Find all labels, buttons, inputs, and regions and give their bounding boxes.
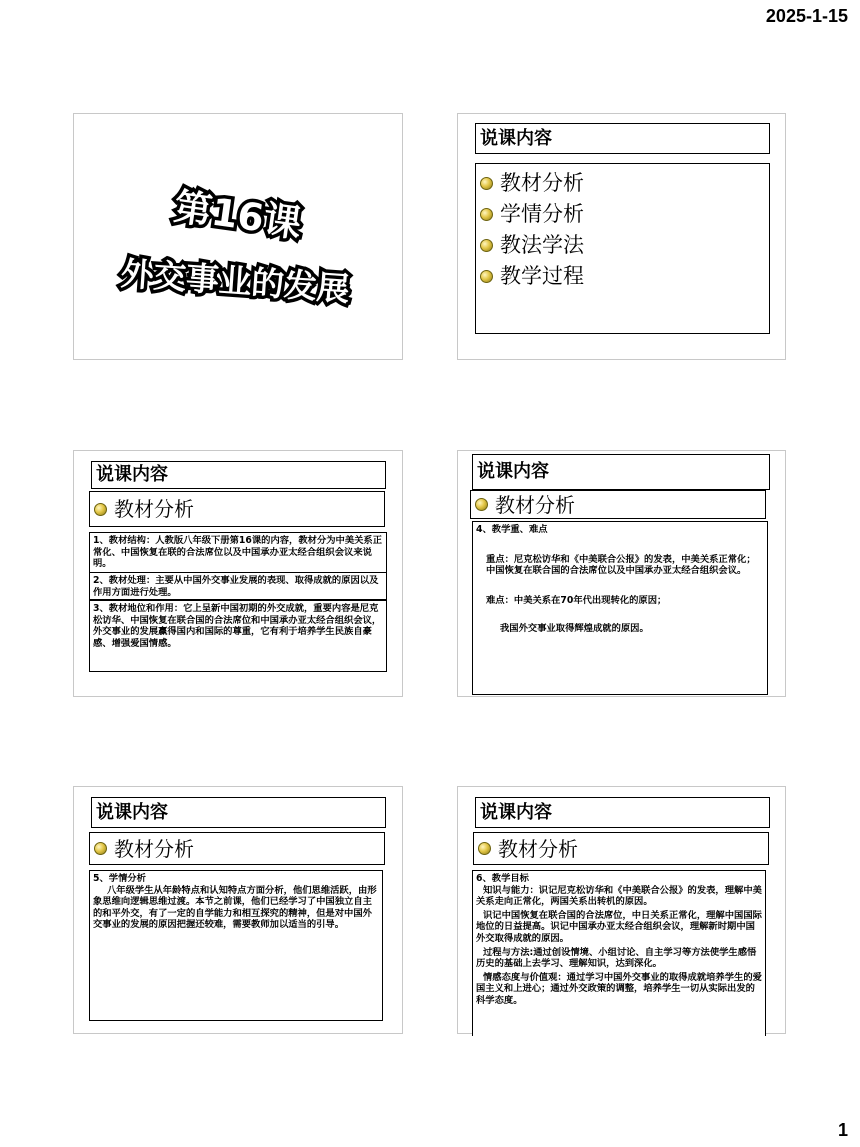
slide-3-subheading: 教材分析: [89, 491, 385, 527]
slide-3-heading: 说课内容: [91, 461, 386, 489]
slide-6-line: 情感态度与价值观：通过学习中国外交事业的取得成就培养学生的爱国主义和上进心；通过外交政策的调整，培养学生一切从实际出发的科学态度。: [476, 971, 762, 1006]
bullet-icon: [480, 177, 493, 190]
slide-6-line: 知识与能力：识记尼克松访华和《中美联合公报》的发表，理解中美关系走向正常化，两国关系出转机的原因。: [476, 884, 762, 908]
slide-2-thumbnail[interactable]: [457, 113, 786, 360]
page-number: 1: [837, 1120, 848, 1140]
bullet-icon: [478, 842, 491, 855]
slide-4-line: 我国外交事业取得辉煌成就的原因。: [500, 623, 649, 635]
print-date: 2025-1-15: [765, 6, 848, 26]
slide-6-heading: 说课内容: [475, 797, 770, 828]
slide-6-line: 过程与方法:通过创设情境、小组讨论、自主学习等方法使学生感悟历史的基础上去学习、理解知识，达到深化。: [476, 946, 757, 970]
slide-1-title-line2: 外交事业的发展: [119, 254, 351, 309]
slide-3-thumbnail[interactable]: [73, 450, 403, 697]
outline-item: 教材分析: [480, 168, 769, 199]
slide-1-thumbnail[interactable]: [73, 113, 403, 360]
slide-6-subheading: 教材分析: [473, 832, 769, 865]
slide-6-thumbnail[interactable]: [457, 786, 786, 1034]
slide-2-heading: 说课内容: [475, 123, 770, 154]
bullet-icon: [480, 239, 493, 252]
slide-5-line: 八年级学生从年龄特点和认知特点方面分析，他们思维活跃，由形象思维向逻辑思维过渡。本节之前课，他们已经学习了中国独立自主的和平外交，有了一定的自学能力和相互探究的精神，但是对中国外交事业的发展的原因把握还较难，需要教师加以适当的引导。: [93, 884, 377, 931]
slide-2-content-box: [475, 163, 770, 334]
bullet-icon: [480, 208, 493, 221]
bullet-icon: [480, 270, 493, 283]
slide-6-content-box: [472, 870, 766, 1036]
slide-1-title-line1: 第16课: [171, 184, 305, 246]
slide-4-line: 难点：中美关系在70年代出现转化的原因；: [486, 594, 667, 606]
slide-4-line: 4、教学重、难点: [476, 524, 548, 535]
slide-5-heading: 说课内容: [91, 797, 386, 828]
bullet-icon: [94, 842, 107, 855]
slide-3-paragraph-1: 1、教材结构：人教版八年级下册第16课的内容，教材分为中美关系正常化、中国恢复在联的合法席位以及中国承办亚太经合组织会议来说明。: [89, 532, 387, 573]
slide-4-line: 中国恢复在联合国的合法席位以及中国承办亚太经合组织会议。: [486, 565, 747, 577]
bullet-icon: [475, 498, 488, 511]
slide-3-paragraph-2: 2、教材处理：主要从中国外交事业发展的表现、取得成就的原因以及作用方面进行处理。: [89, 572, 387, 600]
slide-5-content-box: [89, 870, 383, 1021]
slide-4-line: 重点：尼克松访华和《中美联合公报》的发表，中美关系正常化；: [486, 553, 756, 565]
slide-4-heading: 说课内容: [472, 454, 770, 490]
slide-5-subheading: 教材分析: [89, 832, 385, 865]
slide-6-line: 6、教学目标: [476, 873, 529, 884]
slide-6-line: 识记中国恢复在联合国的合法席位，中日关系正常化，理解中国国际地位的日益提高。识记中国承办亚太经合组织会议，理解新时期中国外交取得成就的原因。: [476, 909, 762, 944]
slide-5-line: 5、学情分析: [93, 873, 146, 884]
slide-3-paragraph-3: 3、教材地位和作用：它上呈新中国初期的外交成就，重要内容是尼克松访华、中国恢复在联合国的合法席位和中国承办亚太经合组织会议，外交事业的发展赢得国内和国际的尊重，它有利于培养学生民族自豪感、增强爱国情感。: [89, 600, 387, 672]
outline-item: 学情分析: [480, 199, 769, 230]
slide-2-outline-list: [476, 164, 769, 292]
slide-4-content-box: [472, 521, 768, 695]
slide-4-thumbnail[interactable]: [457, 450, 786, 697]
slide-1-title-art: [74, 114, 402, 359]
outline-item: 教学过程: [480, 261, 769, 292]
outline-item: 教法学法: [480, 230, 769, 261]
bullet-icon: [94, 503, 107, 516]
slide-5-thumbnail[interactable]: [73, 786, 403, 1034]
slide-4-subheading: 教材分析: [470, 490, 766, 519]
